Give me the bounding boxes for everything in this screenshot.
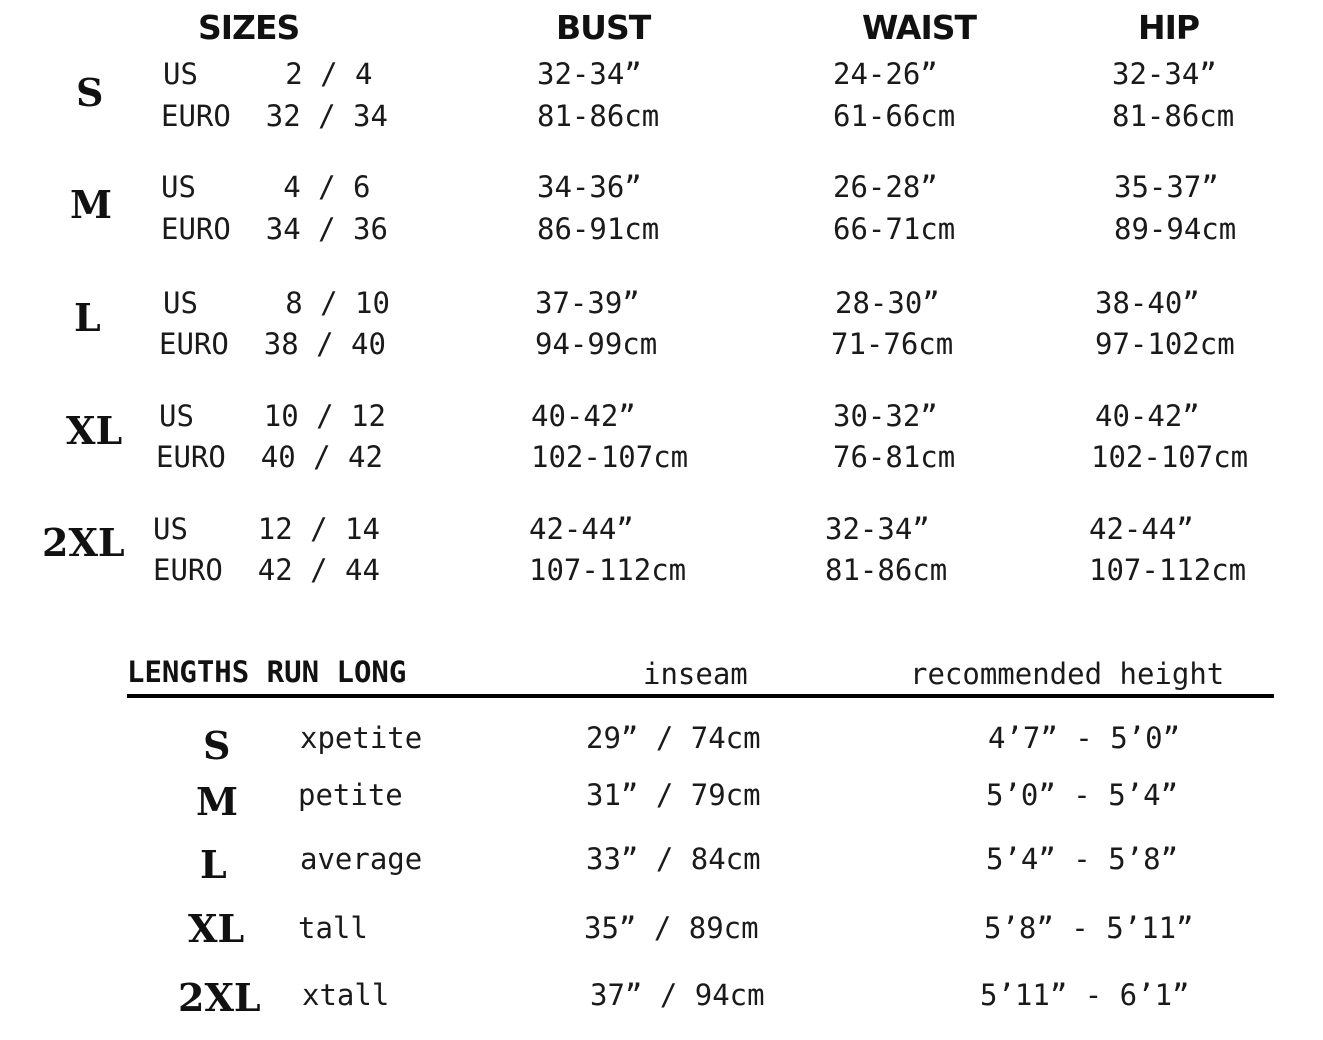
bust-inches: 32-34”: [537, 57, 642, 91]
waist-inches: 32-34”: [825, 512, 930, 546]
header-waist: WAIST: [862, 8, 977, 47]
euro-size: EURO 42 / 44: [153, 553, 380, 587]
hip-inches: 42-44”: [1089, 512, 1194, 546]
hip-cm: 107-112cm: [1089, 553, 1247, 587]
hip-inches: 35-37”: [1114, 170, 1219, 204]
bust-inches: 34-36”: [537, 170, 642, 204]
waist-cm: 66-71cm: [833, 212, 956, 246]
waist-cm: 61-66cm: [833, 99, 956, 133]
bust-cm: 94-99cm: [535, 327, 658, 361]
waist-inches: 26-28”: [833, 170, 938, 204]
waist-cm: 71-76cm: [831, 327, 954, 361]
hip-cm: 97-102cm: [1095, 327, 1235, 361]
header-bust: BUST: [556, 8, 651, 47]
length-size-label: L: [200, 842, 227, 887]
hip-cm: 81-86cm: [1112, 99, 1235, 133]
euro-size: EURO 40 / 42: [156, 440, 383, 474]
size-label: L: [74, 295, 101, 340]
header-hip: HIP: [1138, 8, 1200, 47]
bust-inches: 40-42”: [531, 399, 636, 433]
height-range: 4’7” - 5’0”: [988, 721, 1181, 755]
bust-inches: 42-44”: [529, 512, 634, 546]
inseam-value: 37” / 94cm: [590, 978, 765, 1012]
header-divider: [127, 694, 1274, 698]
size-label: XL: [66, 408, 123, 453]
euro-size: EURO 32 / 34: [161, 99, 388, 133]
inseam-value: 35” / 89cm: [584, 911, 759, 945]
us-size: US 8 / 10: [163, 286, 390, 320]
size-label: 2XL: [42, 520, 125, 565]
hip-inches: 40-42”: [1095, 399, 1200, 433]
euro-size: EURO 34 / 36: [161, 212, 388, 246]
inseam-value: 31” / 79cm: [586, 778, 761, 812]
us-size: US 10 / 12: [159, 399, 386, 433]
size-label: S: [76, 70, 104, 115]
length-size-label: XL: [188, 906, 245, 951]
hip-inches: 38-40”: [1095, 286, 1200, 320]
waist-cm: 76-81cm: [833, 440, 956, 474]
waist-inches: 28-30”: [835, 286, 940, 320]
length-size-label: 2XL: [178, 975, 261, 1020]
length-name: xpetite: [300, 721, 423, 755]
length-name: petite: [298, 778, 403, 812]
bust-inches: 37-39”: [535, 286, 640, 320]
inseam-header: inseam: [643, 657, 748, 691]
length-name: xtall: [302, 978, 390, 1012]
recommended-height-header: recommended height: [910, 657, 1225, 691]
hip-cm: 102-107cm: [1091, 440, 1249, 474]
us-size: US 4 / 6: [161, 170, 371, 204]
lengths-title: LENGTHS RUN LONG: [127, 655, 407, 689]
bust-cm: 86-91cm: [537, 212, 660, 246]
inseam-value: 33” / 84cm: [586, 842, 761, 876]
bust-cm: 107-112cm: [529, 553, 687, 587]
height-range: 5’11” - 6’1”: [980, 978, 1190, 1012]
hip-inches: 32-34”: [1112, 57, 1217, 91]
length-name: average: [300, 842, 423, 876]
waist-inches: 24-26”: [833, 57, 938, 91]
length-size-label: M: [196, 779, 239, 824]
height-range: 5’0” - 5’4”: [986, 778, 1179, 812]
header-sizes: SIZES: [198, 8, 300, 47]
hip-cm: 89-94cm: [1114, 212, 1237, 246]
length-size-label: S: [203, 723, 231, 768]
size-label: M: [70, 182, 113, 227]
euro-size: EURO 38 / 40: [159, 327, 386, 361]
length-name: tall: [298, 911, 368, 945]
height-range: 5’4” - 5’8”: [986, 842, 1179, 876]
inseam-value: 29” / 74cm: [586, 721, 761, 755]
bust-cm: 81-86cm: [537, 99, 660, 133]
waist-cm: 81-86cm: [825, 553, 948, 587]
us-size: US 12 / 14: [153, 512, 380, 546]
waist-inches: 30-32”: [833, 399, 938, 433]
us-size: US 2 / 4: [163, 57, 373, 91]
bust-cm: 102-107cm: [531, 440, 689, 474]
height-range: 5’8” - 5’11”: [984, 911, 1194, 945]
